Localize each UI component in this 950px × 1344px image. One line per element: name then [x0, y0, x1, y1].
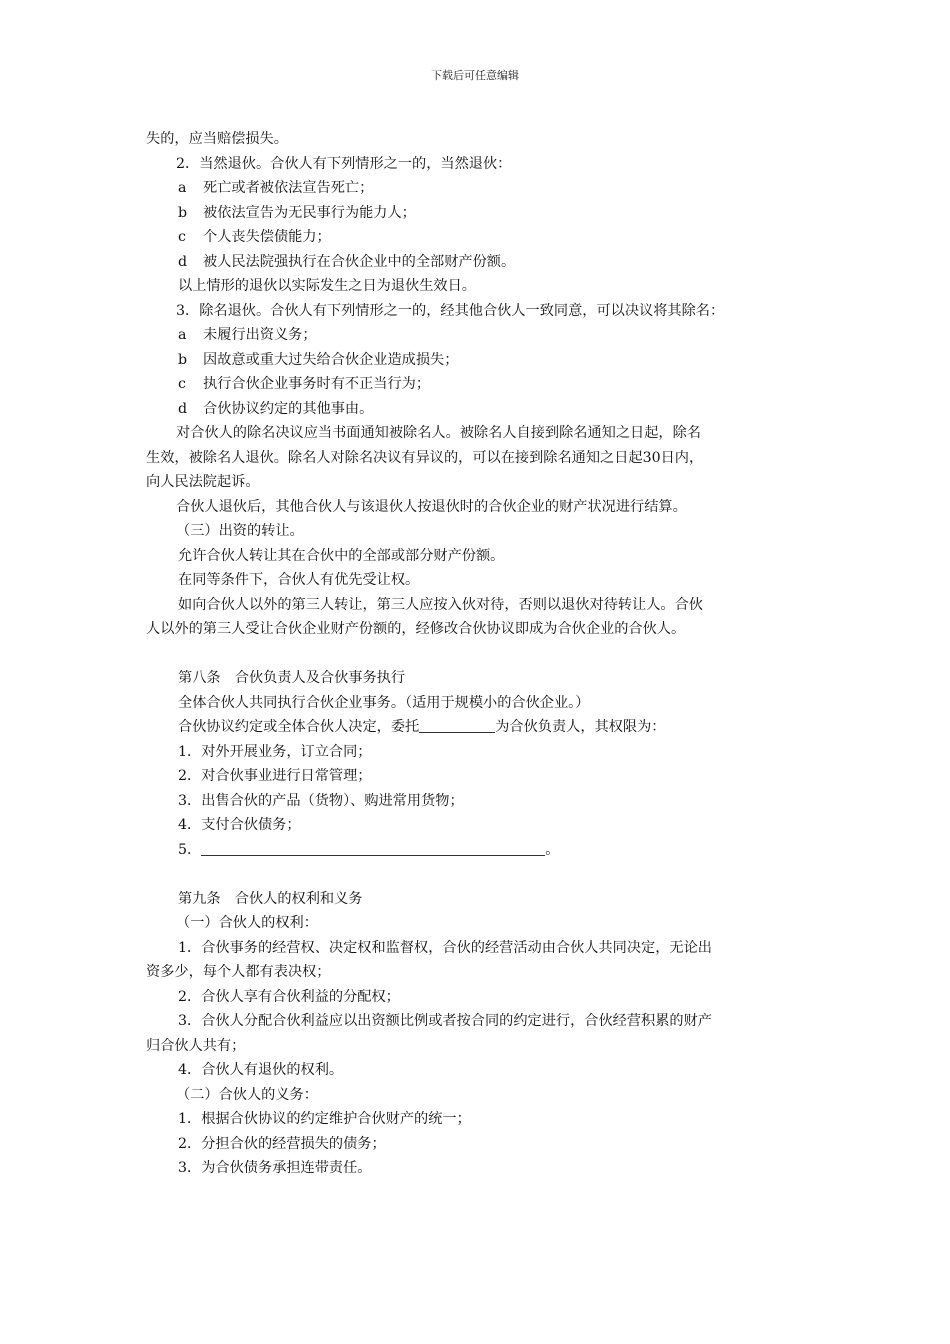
list-item-text: 合伙协议约定的其他事由。 [203, 400, 374, 417]
paragraph-line [146, 715, 818, 740]
list-item: 1．根据合伙协议的约定维护合伙财产的统一； [178, 1111, 471, 1127]
list-item: 4．支付合伙债务； [178, 817, 301, 833]
section-heading: （二）合伙人的义务： [176, 1086, 318, 1103]
list-item-text: 个人丧失偿债能力； [203, 229, 331, 245]
text-before-blank: 合伙协议约定或全体合伙人决定，委托 [178, 719, 420, 735]
paragraph-line: 生效，被除名人退伙。除名人对除名决议有异议的，可以在接到除名通知之日起30日内， [146, 449, 704, 466]
list-item [146, 225, 818, 250]
list-item: 4．合伙人有退伙的权利。 [178, 1062, 344, 1078]
paragraph-line: 失的，应当赔偿损失。 [146, 131, 288, 147]
paragraph-line: 对合伙人的除名决议应当书面通知被除名人。被除名人自接到除名通知之日起，除名 [176, 425, 701, 441]
list-item [146, 397, 818, 422]
list-item: 2．对合伙事业进行日常管理； [178, 768, 372, 784]
list-item [146, 372, 818, 397]
list-item-number: 5． [178, 841, 202, 858]
list-item-text: 被依法宣告为无民事行为能力人； [203, 204, 416, 221]
paragraph-line: 允许合伙人转让其在合伙中的全部或部分财产份额。 [178, 547, 505, 564]
paragraph-line: 归合伙人共有； [146, 1037, 246, 1054]
article-heading: 第九条 合伙人的权利和义务 [178, 890, 363, 907]
article-heading: 第八条 合伙负责人及合伙事务执行 [178, 670, 406, 686]
paragraph-line: 如向合伙人以外的第三人转让，第三人应按入伙对待，否则以退伙对待转让人。合伙 [178, 596, 703, 613]
fill-in-blank [201, 840, 545, 856]
list-item [146, 176, 818, 201]
paragraph-line: 以上情形的退伙以实际发生之日为退伙生效日。 [178, 278, 476, 294]
list-item-text: 因故意或重大过失给合伙企业造成损失； [203, 351, 459, 368]
list-item: 3．合伙人分配合伙利益应以出资额比例或者按合同的约定进行，合伙经营积累的财产 [178, 1013, 712, 1029]
fill-in-blank [419, 717, 495, 733]
list-item: 1．合伙事务的经营权、决定权和监督权，合伙的经营活动由合伙人共同决定，无论出 [178, 939, 712, 956]
list-item: 2．合伙人享有合伙利益的分配权； [178, 988, 400, 1005]
paragraph-line: 向人民法院起诉。 [146, 474, 260, 490]
document-body [146, 127, 818, 1181]
clause-item: 2．当然退伙。合伙人有下列情形之一的，当然退伙： [176, 155, 512, 172]
list-item-text: 死亡或者被依法宣告死亡； [203, 180, 374, 196]
list-item-label: a [178, 180, 187, 196]
list-item-text: 未履行出资义务； [203, 327, 317, 343]
list-item-label: b [178, 204, 188, 221]
list-item [146, 348, 818, 373]
text-after-blank: 。 [545, 841, 560, 858]
list-item: 3．出售合伙的产品（货物）、购进常用货物； [178, 792, 464, 809]
list-item: 1．对外开展业务，订立合同； [178, 743, 372, 760]
list-item-label: d [178, 253, 188, 270]
list-item-text: 被人民法院强执行在合伙企业中的全部财产份额。 [203, 253, 516, 270]
paragraph-gap [146, 642, 818, 667]
list-item [146, 201, 818, 226]
section-heading: （一）合伙人的权利： [176, 915, 318, 931]
list-item-label: c [178, 376, 186, 392]
paragraph-line: 合伙人退伙后，其他合伙人与该退伙人按退伙时的合伙企业的财产状况进行结算。 [176, 498, 687, 515]
paragraph-line: 在同等条件下，合伙人有优先受让权。 [178, 572, 420, 588]
list-item [146, 838, 818, 863]
paragraph-line: 全体合伙人共同执行合伙企业事务。（适用于规模小的合伙企业。） [178, 694, 590, 711]
list-item: 3．为合伙债务承担连带责任。 [178, 1160, 372, 1176]
paragraph-line: 人以外的第三人受让合伙企业财产份额的，经修改合伙协议即成为合伙企业的合伙人。 [146, 621, 686, 637]
clause-item: 3．除名退伙。合伙人有下列情形之一的，经其他合伙人一致同意，可以决议将其除名： [176, 302, 725, 319]
text-after-blank: 为合伙负责人，其权限为： [495, 719, 666, 735]
list-item-label: c [178, 229, 186, 245]
list-item: 2．分担合伙的经营损失的债务； [178, 1135, 386, 1152]
paragraph-line: 资多少，每个人都有表决权； [146, 964, 331, 980]
list-item-text: 执行合伙企业事务时有不正当行为； [203, 376, 431, 392]
list-item-label: a [178, 327, 187, 343]
page-header: 下载后可任意编辑 [431, 69, 519, 82]
list-item [146, 323, 818, 348]
list-item-label: d [178, 400, 188, 417]
section-heading: （三）出资的转让。 [176, 523, 304, 539]
list-item-label: b [178, 351, 188, 368]
list-item [146, 250, 818, 275]
paragraph-gap [146, 862, 818, 887]
